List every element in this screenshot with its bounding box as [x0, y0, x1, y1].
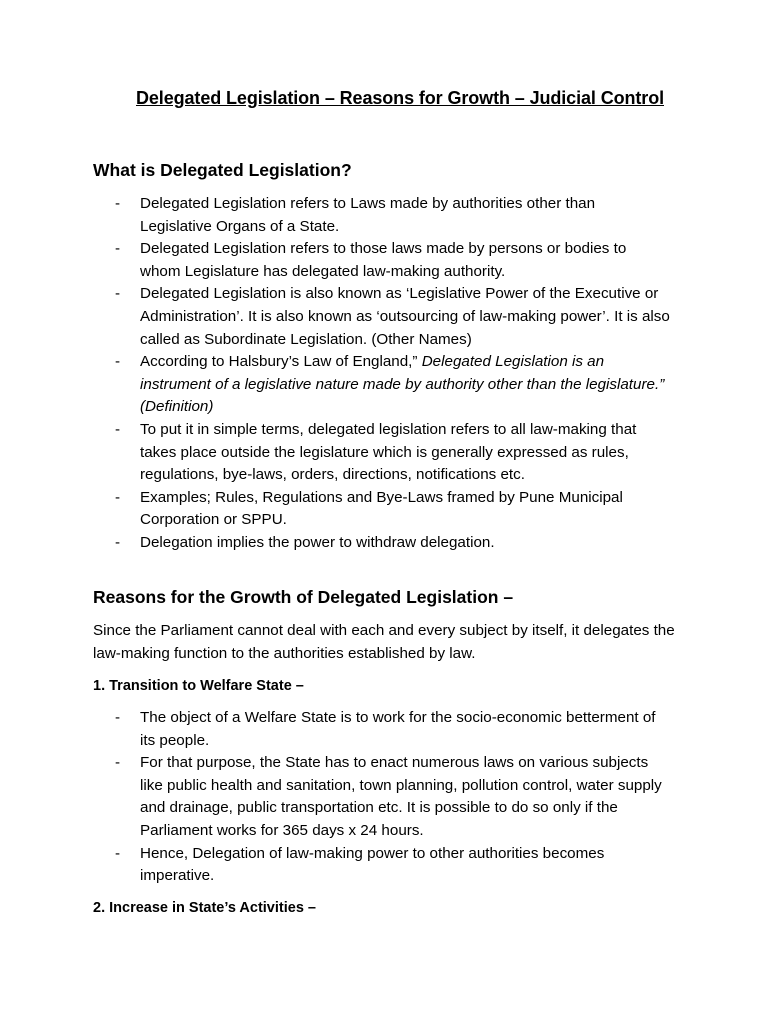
definition-bullet-list — [0, 193, 768, 555]
list-item: - Delegated Legislation refers to those laws made by persons or bodies to whom Legislature has delegated law-making authority. — [115, 240, 627, 280]
welfare-state-bullet-list — [0, 707, 768, 888]
reasons-intro-paragraph: Since the Parliament cannot deal with each and every subject by itself, it delegates the law-making function to the authorities established by law. — [93, 622, 675, 662]
document-title: Delegated Legislation – Reasons for Growth – Judicial Control — [136, 88, 664, 108]
list-item: - To put it in simple terms, delegated legislation refers to all law-making that takes place outside the legislature which is generally expressed as rules, regulations, bye-laws, orders, directions, notifications etc. — [115, 420, 637, 484]
list-item-halsbury-definition: - According to Halsbury’s Law of England,” Delegated Legislation is an instrument of a legislative nature made by authority other than the legislature.” (Definition) — [115, 353, 665, 416]
subheading-state-activities: 2. Increase in State’s Activities – — [93, 900, 316, 916]
definition-quote: Delegated Legislation is an instrument of a legislative nature made by authority other than the legislature.” (Definition) — [140, 353, 665, 416]
list-item: - The object of a Welfare State is to work for the socio-economic betterment of its people. — [115, 709, 656, 749]
list-item: - Delegated Legislation is also known as ‘Legislative Power of the Executive or Administration’. It is also known as ‘outsourcing of law-making power’. It is also called as Subordinate Legislation. (Other Names) — [115, 285, 670, 348]
list-item: - Examples; Rules, Regulations and Bye-Laws framed by Pune Municipal Corporation or SPPU. — [115, 488, 623, 529]
list-item: - Delegated Legislation refers to Laws made by authorities other than Legislative Organs of a State. — [115, 195, 596, 235]
subheading-welfare-state: 1. Transition to Welfare State – — [93, 678, 304, 694]
section-heading-reasons: Reasons for the Growth of Delegated Legislation – — [93, 587, 514, 607]
list-item: - Delegation implies the power to withdraw delegation. — [115, 533, 495, 551]
list-item: - For that purpose, the State has to enact numerous laws on various subjects like public health and sanitation, town planning, pollution control, water supply and drainage, public transportation etc. It is possible to do so only if the Parliament works for 365 days x 24 hours. — [115, 754, 662, 839]
section-heading-what-is: What is Delegated Legislation? — [93, 160, 352, 180]
list-item: - Hence, Delegation of law-making power to other authorities becomes imperative. — [115, 844, 605, 885]
